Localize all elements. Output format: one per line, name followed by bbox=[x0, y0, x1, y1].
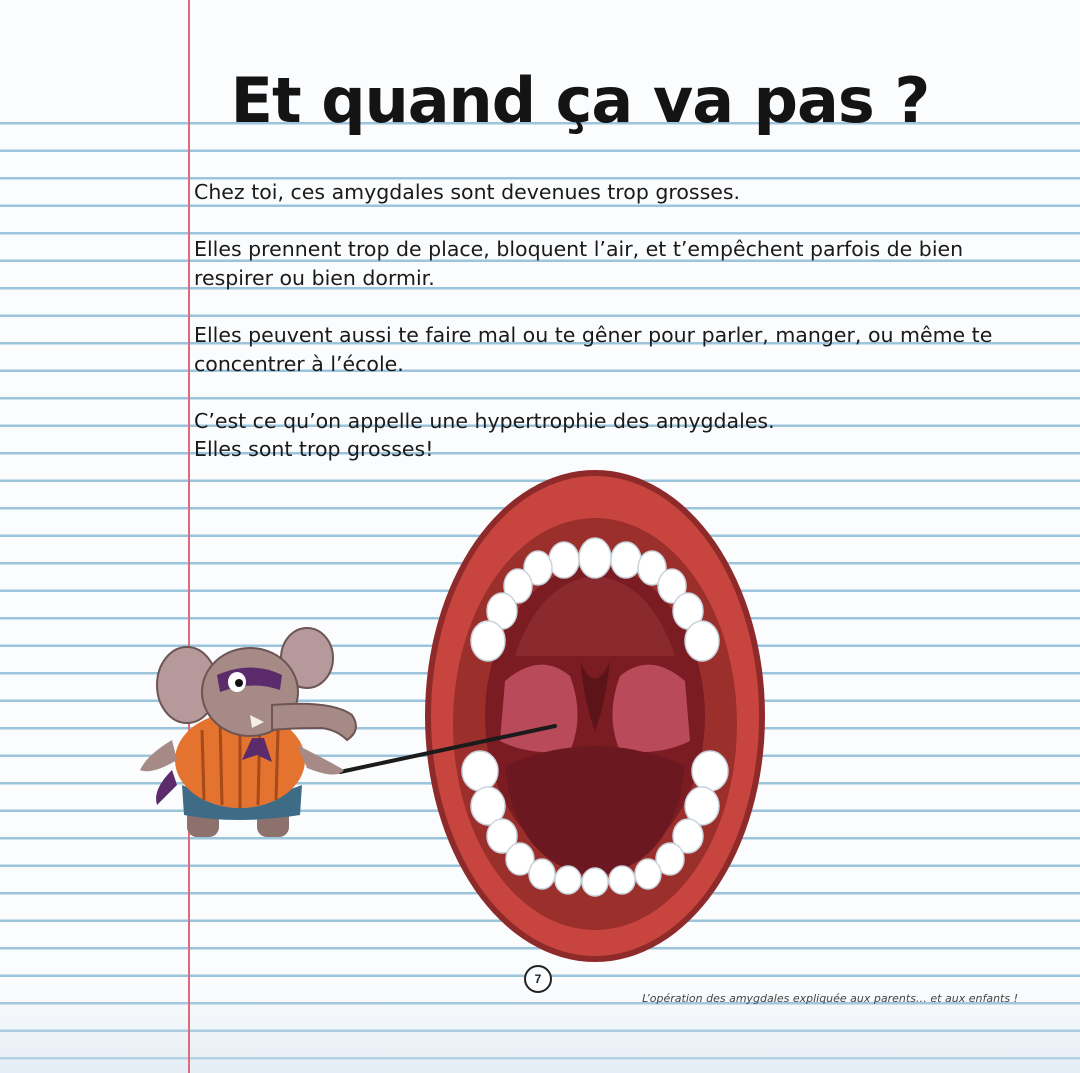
page-number: 7 bbox=[524, 965, 552, 993]
margin-line bbox=[188, 0, 190, 1073]
paragraph-3: Elles peuvent aussi te faire mal ou te gêner pour parler, manger, ou même te concentrer à l’école. bbox=[194, 322, 993, 376]
paragraph-5: Elles sont trop grosses! bbox=[194, 437, 434, 462]
paragraph-1: Chez toi, ces amygdales sont devenues trop grosses. bbox=[194, 180, 741, 204]
cape bbox=[156, 770, 177, 805]
right-arm bbox=[297, 745, 344, 775]
right-tonsil bbox=[613, 665, 691, 753]
page-title: Et quand ça va pas ? bbox=[230, 64, 930, 137]
paragraph-4: C’est ce qu’on appelle une hypertrophie des amygdales. bbox=[194, 408, 775, 433]
left-arm bbox=[140, 740, 177, 771]
paragraph-2: Elles prennent trop de place, bloquent l’air, et t’empêchent parfois de bien respirer ou bien dormir. bbox=[194, 237, 964, 290]
body-text bbox=[194, 178, 1014, 464]
left-pupil bbox=[235, 679, 243, 687]
footer-text: L’opération des amygdales expliquée aux parents… et aux enfants ! bbox=[642, 992, 1018, 1005]
mouth-illustration bbox=[420, 466, 770, 968]
elephant-character bbox=[132, 620, 372, 850]
